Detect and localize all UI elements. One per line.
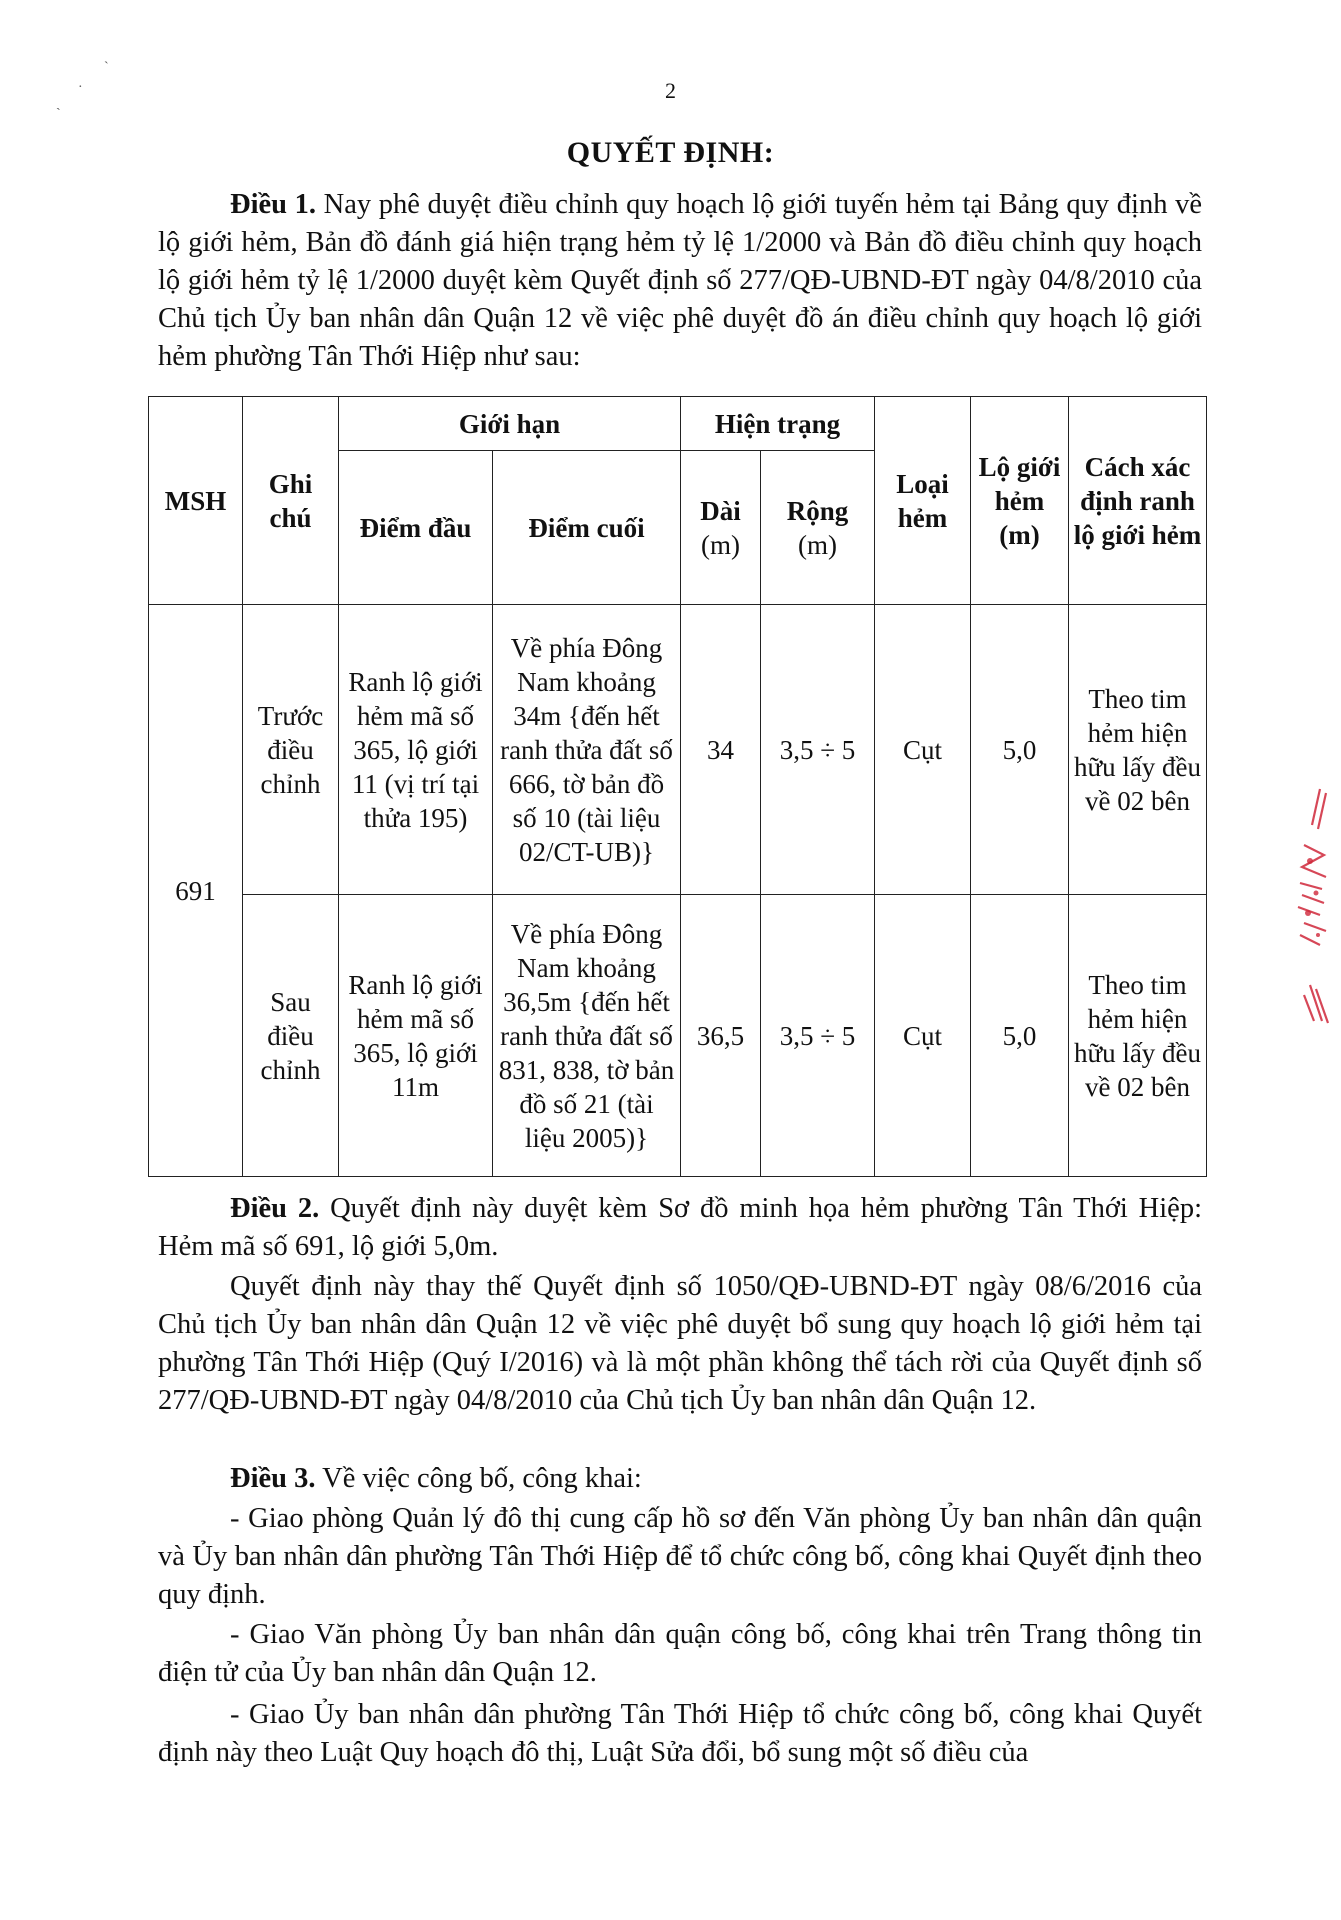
article-3-text: Về việc công bố, công khai: — [315, 1463, 642, 1494]
list-item: - Giao Ủy ban nhân dân phường Tân Thới Hiệp tổ chức công bố, công khai Quyết định này theo Luật Quy hoạch đô thị, Luật Sửa đổi, bổ sung một số điều của — [158, 1699, 1202, 1768]
article-1-label: Điều 1. — [230, 189, 317, 220]
cell-rong: 3,5 ÷ 5 — [761, 895, 875, 1177]
page-number: 2 — [665, 78, 676, 103]
header-ghi-chu: Ghi chú — [243, 397, 339, 605]
article-1 — [158, 186, 1202, 376]
cell-diem-dau: Ranh lộ giới hẻm mã số 365, lộ giới 11m — [339, 895, 493, 1177]
scan-speck: · — [78, 80, 83, 95]
cell-rong: 3,5 ÷ 5 — [761, 605, 875, 895]
article-1-text: Nay phê duyệt điều chỉnh quy hoạch lộ giới tuyến hẻm tại Bảng quy định về lộ giới hẻm, Bản đồ đánh giá hiện trạng hẻm tỷ lệ 1/2000 và Bản đồ điều chỉnh quy hoạch lộ giới hẻm tỷ lệ 1/2000 duyệt kèm Quyết định số 277/QĐ-UBND-ĐT ngày 04/8/2010 của Chủ tịch Ủy ban nhân dân Quận 12 về việc phê duyệt đồ án điều chỉnh quy hoạch lộ giới hẻm phường Tân Thới Hiệp như sau: — [158, 189, 1203, 372]
header-gioi-han: Giới hạn — [339, 397, 681, 451]
table-row — [149, 895, 1207, 1177]
table-header-row — [149, 397, 1207, 451]
cell-cach-xac-dinh: Theo tim hẻm hiện hữu lấy đều về 02 bên — [1069, 895, 1207, 1177]
header-dai-label: Dài — [700, 495, 741, 526]
scan-speck: ˎ — [56, 96, 61, 111]
article-2 — [158, 1190, 1202, 1266]
header-loai-hem: Loại hẻm — [875, 397, 971, 605]
cell-diem-cuoi: Về phía Đông Nam khoảng 36,5m {đến hết ranh thửa đất số 831, 838, tờ bản đồ số 21 (tài liệu 2005)} — [493, 895, 681, 1177]
header-hien-trang: Hiện trạng — [681, 397, 875, 451]
cell-diem-cuoi: Về phía Đông Nam khoảng 34m {đến hết ranh thửa đất số 666, tờ bản đồ số 10 (tài liệu 02/CT-UB)} — [493, 605, 681, 895]
list-item: - Giao phòng Quản lý đô thị cung cấp hồ sơ đến Văn phòng Ủy ban nhân dân quận và Ủy ban nhân dân phường Tân Thới Hiệp để tổ chức công bố, công khai Quyết định theo quy định. — [158, 1503, 1202, 1610]
header-rong — [761, 451, 875, 605]
header-dai — [681, 451, 761, 605]
cell-dai: 34 — [681, 605, 761, 895]
header-msh: MSH — [149, 397, 243, 605]
lane-boundary-table — [148, 396, 1207, 1177]
cell-msh: 691 — [149, 605, 243, 1177]
table-row — [149, 605, 1207, 895]
header-dai-unit: (m) — [701, 529, 740, 560]
scan-speck: ˋ — [104, 60, 109, 75]
article-2-label: Điều 2. — [230, 1193, 320, 1224]
cell-dai: 36,5 — [681, 895, 761, 1177]
cell-loai-hem: Cụt — [875, 895, 971, 1177]
article-3-label: Điều 3. — [230, 1463, 316, 1494]
header-rong-label: Rộng — [786, 495, 849, 526]
cell-loai-hem: Cụt — [875, 605, 971, 895]
cell-lo-gioi: 5,0 — [971, 605, 1069, 895]
header-lo-gioi: Lộ giới hẻm (m) — [971, 397, 1069, 605]
cell-ghi-chu: Trước điều chỉnh — [243, 605, 339, 895]
cell-ghi-chu: Sau điều chỉnh — [243, 895, 339, 1177]
header-diem-dau: Điểm đầu — [339, 451, 493, 605]
stamp-edge-mark — [1290, 785, 1330, 1025]
article-3 — [158, 1460, 1202, 1498]
header-rong-unit: (m) — [798, 529, 837, 560]
cell-lo-gioi: 5,0 — [971, 895, 1069, 1177]
list-item: - Giao Văn phòng Ủy ban nhân dân quận công bố, công khai trên Trang thông tin điện tử của Ủy ban nhân dân Quận 12. — [158, 1619, 1202, 1688]
decision-heading: QUYẾT ĐỊNH: — [566, 136, 775, 169]
article-2-text: Quyết định này duyệt kèm Sơ đồ minh họa hẻm phường Tân Thới Hiệp: Hẻm mã số 691, lộ giới 5,0m. — [158, 1193, 1203, 1262]
cell-cach-xac-dinh: Theo tim hẻm hiện hữu lấy đều về 02 bên — [1069, 605, 1207, 895]
cell-diem-dau: Ranh lộ giới hẻm mã số 365, lộ giới 11 (vị trí tại thửa 195) — [339, 605, 493, 895]
header-diem-cuoi: Điểm cuối — [493, 451, 681, 605]
header-cach-xac-dinh: Cách xác định ranh lộ giới hẻm — [1069, 397, 1207, 605]
replacement-paragraph: Quyết định này thay thế Quyết định số 1050/QĐ-UBND-ĐT ngày 08/6/2016 của Chủ tịch Ủy ban nhân dân Quận 12 về việc phê duyệt bổ sung quy hoạch lộ giới hẻm tại phường Tân Thới Hiệp (Quý I/2016) và là một phần không thể tách rời của Quyết định số 277/QĐ-UBND-ĐT ngày 04/8/2010 của Chủ tịch Ủy ban nhân dân Quận 12. — [158, 1271, 1202, 1416]
